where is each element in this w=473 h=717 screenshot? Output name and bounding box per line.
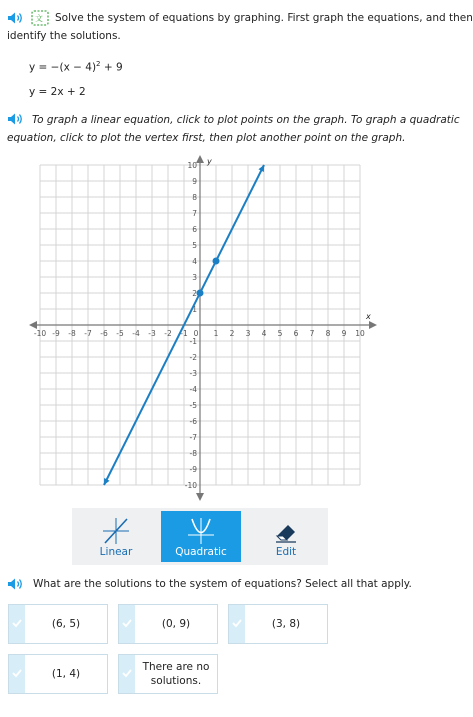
x-tick-label: -2	[164, 329, 172, 338]
check-icon	[122, 618, 132, 628]
linear-label: Linear	[99, 546, 133, 558]
y-tick-label: -2	[189, 353, 197, 362]
y-tick-label: -5	[189, 401, 197, 410]
y-tick-label: 7	[192, 209, 197, 218]
x-tick-label: 0	[193, 329, 199, 338]
x-tick-label: -6	[100, 329, 108, 338]
choice-label: (0, 9)	[161, 618, 191, 630]
x-tick-label: -4	[132, 329, 140, 338]
y-axis-label: y	[207, 157, 212, 166]
y-tick-label: 5	[192, 241, 197, 250]
choice-label: (1, 4)	[51, 668, 81, 680]
choice-label: There are no solutions.	[142, 661, 210, 687]
choice-no-solutions[interactable]	[118, 654, 218, 694]
x-tick-label: 5	[277, 329, 283, 338]
question-text: What are the solutions to the system of equations? Select all that apply.	[33, 578, 412, 590]
y-axis-arrow-down	[196, 493, 204, 501]
x-axis-label: x	[366, 312, 371, 321]
hint-text-cont: equation, click to plot the vertex first, then plot another point on the graph.	[7, 132, 406, 144]
parabola-icon	[186, 516, 216, 546]
choice-label: (3, 8)	[271, 618, 301, 630]
y-tick-label: 3	[192, 273, 197, 282]
quadratic-label: Quadratic	[175, 546, 227, 558]
svg-text:文: 文	[35, 14, 43, 23]
x-tick-label: 6	[293, 329, 299, 338]
y-tick-label: -7	[189, 433, 197, 442]
plotted-point	[213, 258, 220, 265]
y-tick-label: -3	[189, 369, 197, 378]
x-tick-label: 10	[355, 329, 365, 338]
y-tick-label: -1	[189, 337, 197, 346]
choice-0-9[interactable]	[118, 604, 218, 644]
speaker-icon[interactable]	[7, 577, 25, 591]
plotted-point	[197, 290, 204, 297]
quadratic-tool-button[interactable]	[161, 511, 241, 562]
x-axis-arrow-left	[29, 321, 37, 329]
x-tick-label: 8	[325, 329, 331, 338]
y-tick-label: -6	[189, 417, 197, 426]
choice-check-tab	[229, 605, 245, 643]
choice-3-8[interactable]	[228, 604, 328, 644]
x-tick-label: 1	[213, 329, 219, 338]
y-tick-label: -4	[189, 385, 197, 394]
x-tick-label: 9	[341, 329, 347, 338]
choice-1-4[interactable]	[8, 654, 108, 694]
y-tick-label: -10	[184, 481, 197, 490]
x-tick-label: -5	[116, 329, 124, 338]
choice-6-5[interactable]	[8, 604, 108, 644]
x-tick-label: 7	[309, 329, 315, 338]
x-tick-label: -3	[148, 329, 156, 338]
check-icon	[12, 618, 22, 628]
equation-2: y = 2x + 2	[29, 86, 86, 98]
x-tick-label: -7	[84, 329, 92, 338]
eraser-icon	[271, 516, 301, 546]
edit-tool-button[interactable]	[246, 511, 326, 562]
linear-tool-button[interactable]	[76, 511, 156, 562]
x-axis-arrow-right	[369, 321, 377, 329]
x-tick-label: 4	[261, 329, 267, 338]
y-tick-label: 8	[192, 193, 197, 202]
equation-1: $y = -(x - 4)^2 + 9$	[29, 60, 123, 74]
linear-icon	[101, 516, 131, 546]
y-tick-label: -9	[189, 465, 197, 474]
x-tick-label: -10	[33, 329, 47, 338]
y-tick-label: -8	[189, 449, 197, 458]
y-tick-label: 10	[187, 161, 197, 170]
y-tick-label: 9	[192, 177, 197, 186]
choice-check-tab	[119, 605, 135, 643]
instruction-text-cont: identify the solutions.	[7, 30, 121, 42]
choice-check-tab	[9, 655, 25, 693]
x-tick-label: -8	[68, 329, 76, 338]
x-tick-label: -1	[180, 329, 188, 338]
check-icon	[12, 668, 22, 678]
check-icon	[232, 618, 242, 628]
hint-text: To graph a linear equation, click to plot points on the graph. To graph a quadratic	[32, 114, 460, 126]
x-tick-label: 2	[229, 329, 235, 338]
choice-check-tab	[9, 605, 25, 643]
instruction-text: Solve the system of equations by graphing. First graph the equations, and then	[55, 12, 473, 24]
y-tick-label: 6	[192, 225, 197, 234]
x-tick-label: -9	[52, 329, 60, 338]
y-tick-label: 1	[192, 305, 197, 314]
y-tick-label: 2	[192, 289, 197, 298]
edit-label: Edit	[275, 546, 297, 558]
graph-toolbar	[72, 508, 328, 565]
x-tick-label: 3	[245, 329, 251, 338]
coordinate-graph[interactable]	[28, 152, 378, 504]
y-axis-arrow-up	[196, 155, 204, 163]
choice-check-tab	[119, 655, 135, 693]
y-tick-label: 4	[192, 257, 197, 266]
check-icon	[122, 668, 132, 678]
choice-label: (6, 5)	[51, 618, 81, 630]
